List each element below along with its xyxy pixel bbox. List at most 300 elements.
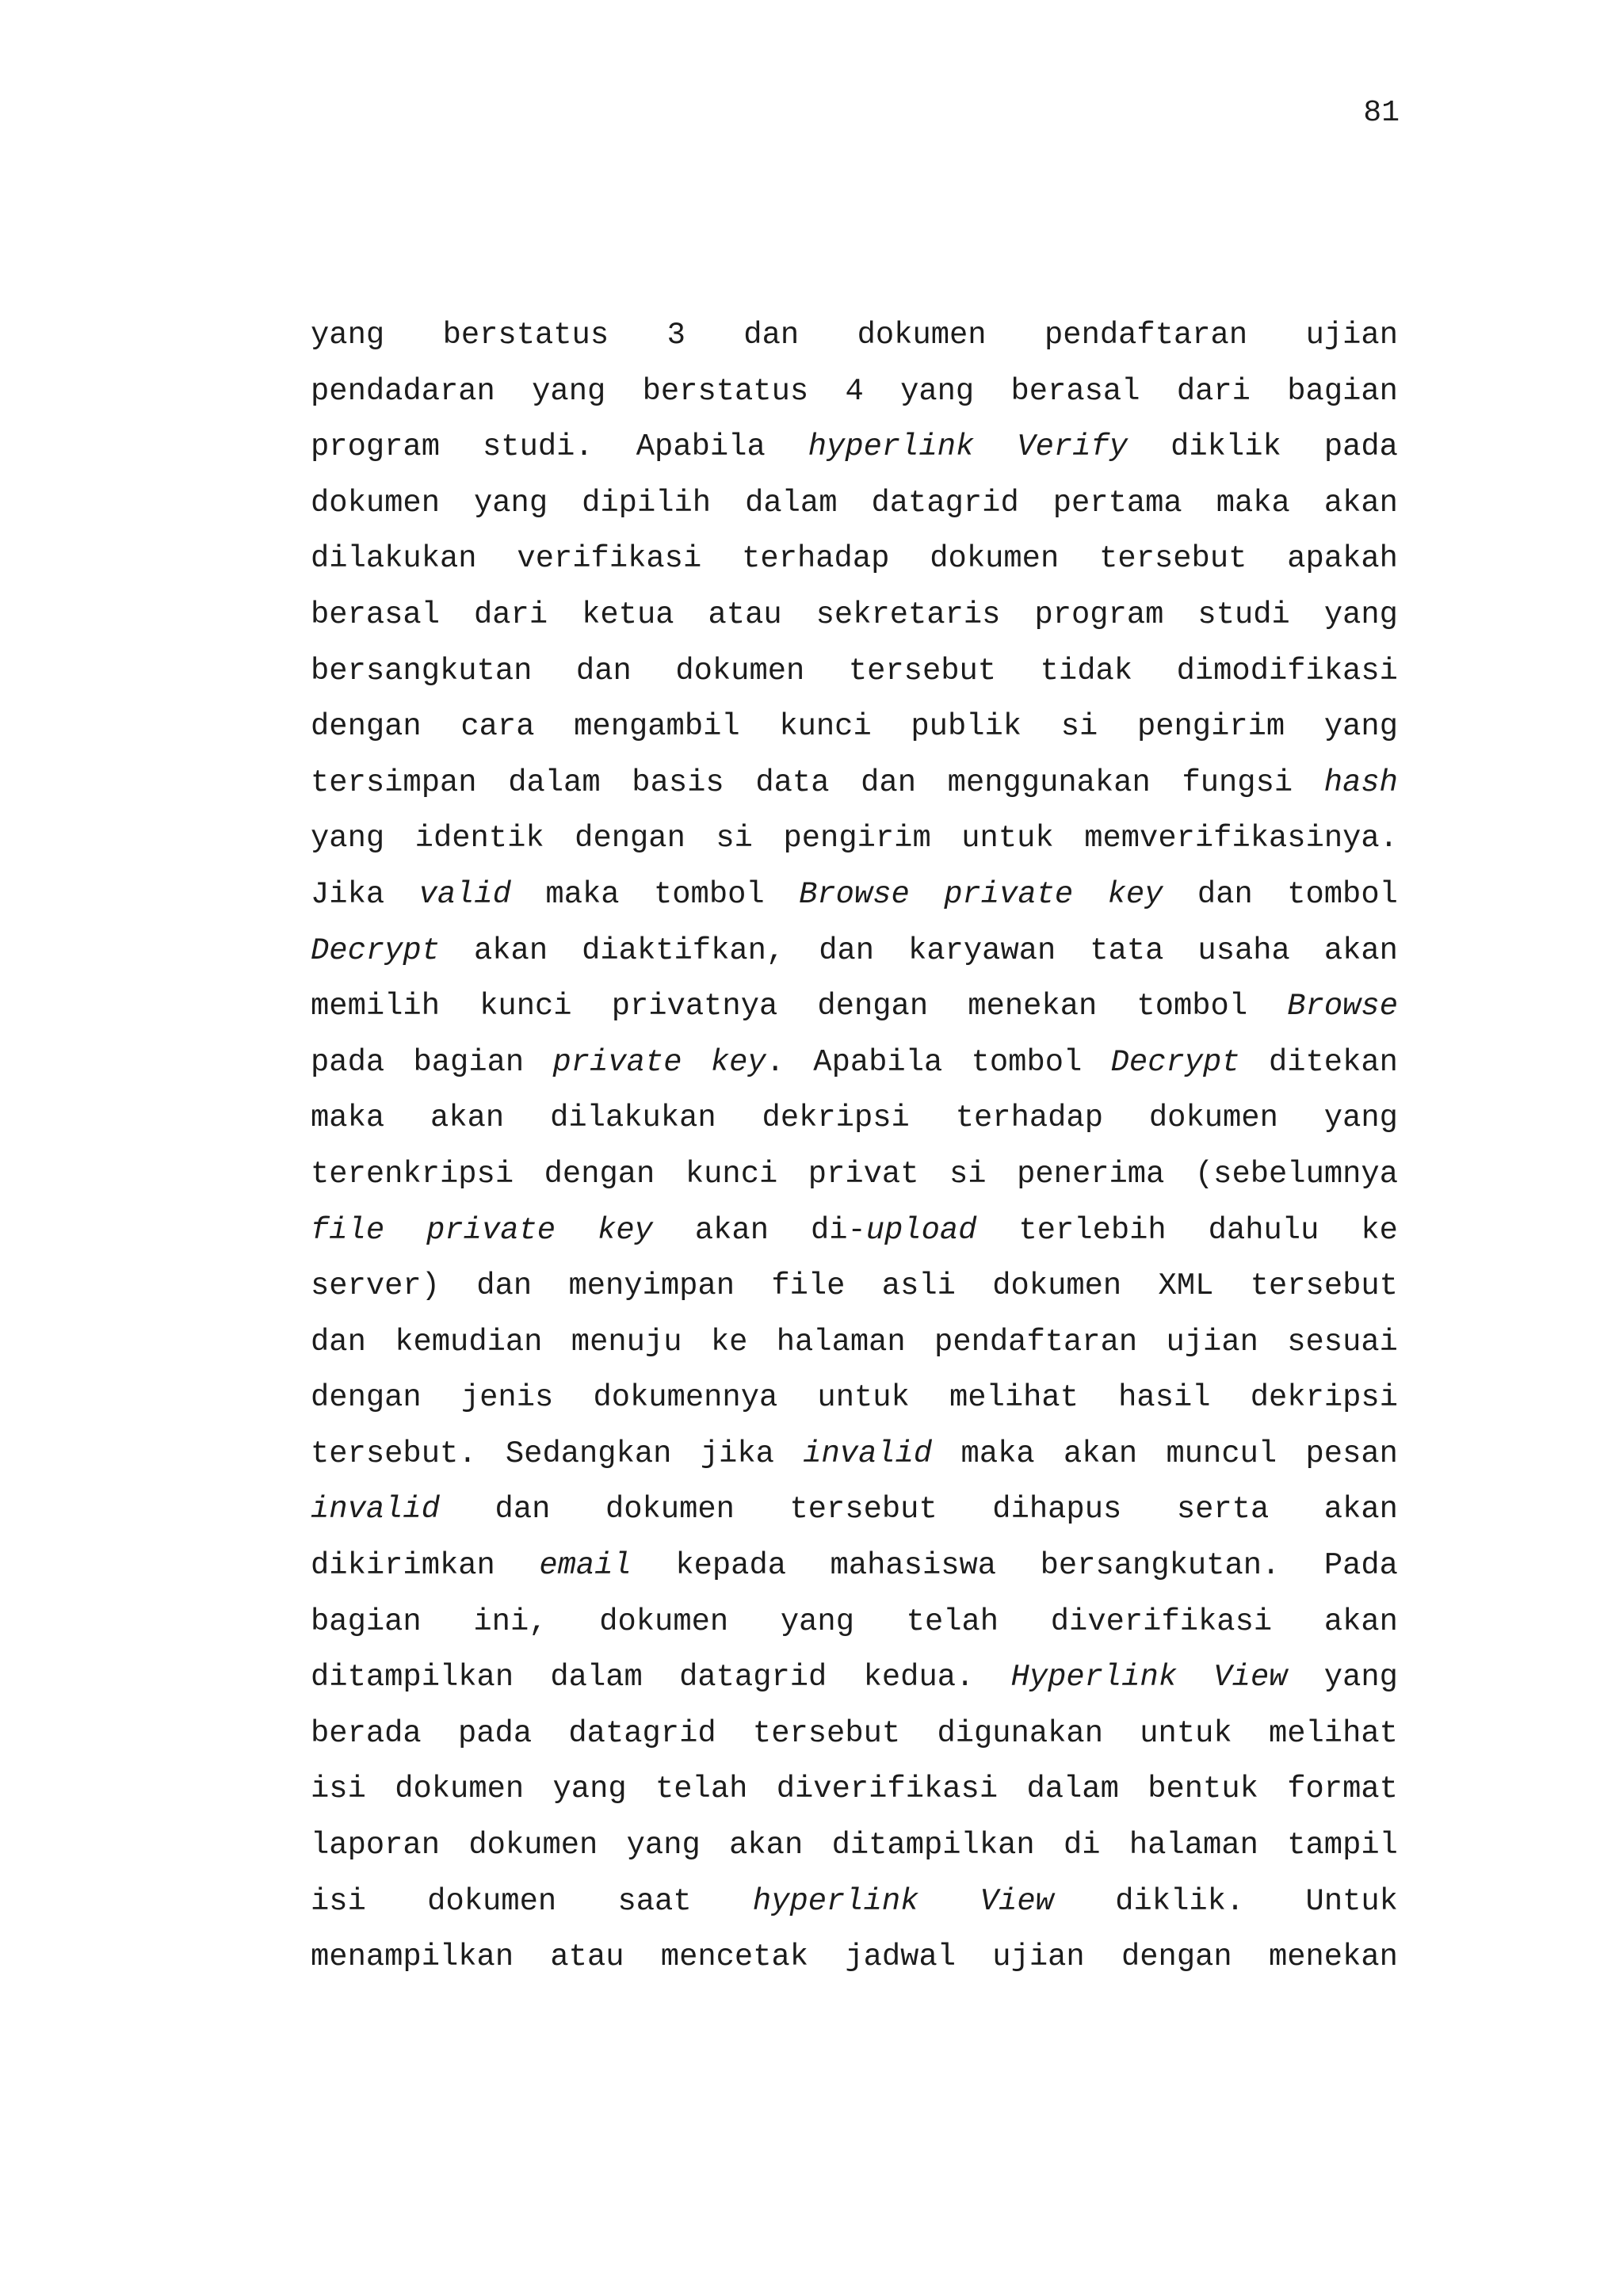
word-text: cara — [460, 709, 535, 745]
word-text: ujian — [1305, 318, 1398, 353]
word-text: yang — [311, 318, 385, 353]
word-text: pengirim — [783, 821, 931, 856]
text-word — [419, 867, 511, 923]
text-word — [1099, 531, 1247, 587]
text-word — [1148, 1761, 1258, 1817]
text-word — [667, 307, 685, 364]
text-word — [980, 1874, 1054, 1930]
word-text: bagian — [413, 1044, 525, 1080]
text-word — [1287, 1761, 1398, 1817]
text-word — [612, 978, 778, 1035]
text-word — [311, 531, 477, 587]
text-word — [1111, 1035, 1240, 1091]
text-word — [1287, 978, 1398, 1035]
word-text: fungsi — [1182, 765, 1293, 800]
text-line — [311, 1314, 1398, 1371]
word-text: studi. — [483, 429, 594, 465]
text-word — [779, 699, 871, 755]
word-text: kunci — [779, 709, 872, 745]
word-text: maka — [545, 876, 620, 912]
text-word — [701, 1426, 774, 1482]
text-word — [1324, 699, 1398, 755]
text-word — [643, 364, 809, 420]
text-word — [956, 1090, 1103, 1146]
italic-term: View — [980, 1883, 1054, 1919]
text-word — [1170, 419, 1281, 475]
text-word — [568, 1706, 716, 1762]
text-word — [907, 1594, 999, 1650]
text-word — [845, 364, 863, 420]
word-text: yang — [1323, 1100, 1398, 1136]
word-text: dalam — [745, 485, 838, 521]
text-word — [532, 364, 605, 420]
word-text: diklik. — [1115, 1883, 1245, 1919]
text-word — [311, 1370, 422, 1426]
text-word — [771, 1258, 845, 1314]
word-text: ini, — [473, 1604, 548, 1639]
text-word — [1177, 1482, 1269, 1538]
text-word — [311, 1761, 366, 1817]
text-word — [1064, 1426, 1137, 1482]
text-line — [311, 1258, 1398, 1314]
text-word — [598, 1203, 653, 1259]
text-line — [311, 1370, 1398, 1426]
text-word — [550, 1929, 624, 1985]
text-word — [1324, 1594, 1398, 1650]
italic-term: Hyperlink — [1010, 1660, 1178, 1695]
word-text: basis — [632, 765, 724, 800]
word-text: program — [311, 429, 440, 465]
word-text: dokumen — [605, 1492, 735, 1527]
text-word — [1216, 475, 1290, 532]
word-text: berasal — [311, 597, 440, 632]
word-text: dipilih — [582, 485, 712, 521]
text-word — [458, 1706, 532, 1762]
text-word — [817, 1370, 909, 1426]
text-word — [311, 643, 532, 700]
text-word — [483, 419, 594, 475]
word-text: kunci — [479, 989, 572, 1024]
text-word — [474, 587, 548, 643]
text-word — [675, 643, 804, 700]
word-text: tersebut — [752, 1715, 901, 1751]
word-text: di — [1064, 1828, 1101, 1863]
word-text: tata — [1090, 933, 1164, 968]
text-line — [311, 643, 1398, 700]
word-text: akan — [694, 1212, 769, 1248]
text-word — [937, 1706, 1103, 1762]
text-word — [1324, 1482, 1398, 1538]
text-word — [832, 1817, 1035, 1874]
text-word — [553, 1035, 682, 1091]
word-text: tombol — [653, 876, 765, 912]
text-word — [789, 1482, 937, 1538]
word-text: yang — [532, 373, 606, 409]
word-text: dengan — [311, 709, 422, 745]
word-text: mahasiswa — [830, 1548, 997, 1584]
text-word — [311, 1650, 514, 1706]
word-text: dilakukan — [311, 541, 477, 577]
text-line — [311, 978, 1398, 1035]
text-word — [661, 1929, 808, 1985]
text-word — [311, 1090, 384, 1146]
word-text: tersimpan — [311, 765, 477, 800]
text-word — [1197, 867, 1253, 923]
text-word — [1306, 307, 1398, 364]
word-text: tombol — [1136, 989, 1248, 1024]
word-text: privatnya — [611, 989, 778, 1024]
word-text: Untuk — [1305, 1883, 1398, 1919]
text-word — [544, 1146, 655, 1203]
text-line — [311, 1817, 1398, 1874]
word-text: dimodifikasi — [1176, 653, 1398, 688]
text-word — [539, 1538, 631, 1594]
text-line — [311, 1482, 1398, 1538]
word-text: kemudian — [395, 1324, 543, 1360]
word-text: tersebut — [848, 653, 997, 688]
text-word — [1197, 923, 1289, 979]
text-word — [1051, 1594, 1272, 1650]
word-text: dihapus — [992, 1492, 1122, 1527]
word-text: usaha — [1197, 933, 1290, 968]
text-word — [1269, 1035, 1398, 1091]
italic-term: file — [311, 1212, 385, 1248]
text-word — [617, 1874, 691, 1930]
text-word — [1182, 755, 1293, 811]
word-text: bersangkutan — [311, 653, 533, 688]
text-word — [783, 810, 930, 867]
text-line — [311, 1706, 1398, 1762]
text-word — [762, 1090, 910, 1146]
word-text: bentuk — [1148, 1772, 1258, 1807]
word-text: dokumen — [395, 1772, 525, 1807]
word-text: dokumen — [857, 318, 987, 353]
word-text: asli — [881, 1268, 956, 1304]
text-word — [636, 419, 766, 475]
text-word — [576, 643, 632, 700]
word-text: muncul — [1166, 1436, 1277, 1471]
word-text: pendadaran — [311, 373, 495, 409]
text-word — [430, 1090, 504, 1146]
word-text: 4 — [845, 373, 864, 409]
text-word — [1177, 643, 1398, 700]
word-text: memilih — [311, 989, 440, 1024]
text-word — [1306, 1874, 1398, 1930]
text-word — [861, 755, 916, 811]
word-text: telah — [906, 1604, 999, 1639]
word-text: pendaftaran — [934, 1324, 1138, 1360]
word-text: file — [771, 1268, 846, 1304]
word-text: tampil — [1287, 1828, 1398, 1863]
text-word — [1084, 810, 1398, 867]
word-text: berstatus — [642, 373, 809, 409]
word-text: Sedangkan — [505, 1436, 672, 1471]
text-word — [1017, 419, 1128, 475]
text-word — [460, 699, 534, 755]
word-text: dilakukan — [550, 1100, 716, 1136]
text-line — [311, 1761, 1398, 1817]
word-text: jenis — [460, 1380, 554, 1416]
text-word — [395, 1761, 524, 1817]
text-word — [1287, 1314, 1398, 1371]
word-text: si — [716, 821, 753, 856]
text-word — [753, 1874, 919, 1930]
text-word — [311, 364, 495, 420]
text-word — [755, 755, 829, 811]
word-text: dengan — [575, 821, 685, 856]
word-text: telah — [655, 1772, 748, 1807]
text-line — [311, 307, 1398, 364]
text-word — [871, 475, 1018, 532]
word-text: ditampilkan — [831, 1828, 1035, 1863]
word-text: publik — [911, 709, 1022, 745]
word-text: dengan — [1121, 1939, 1232, 1975]
word-text: dalam — [1026, 1772, 1119, 1807]
word-text: jika — [700, 1436, 774, 1471]
word-text: terlebih — [1018, 1212, 1167, 1248]
text-line — [311, 810, 1398, 867]
word-text: ditampilkan — [311, 1660, 514, 1695]
text-word — [729, 1817, 803, 1874]
text-word — [882, 1258, 956, 1314]
text-word — [711, 1314, 748, 1371]
word-text: sesuai — [1287, 1324, 1398, 1360]
word-text: kepada — [675, 1548, 787, 1584]
text-word — [961, 810, 1053, 867]
word-text: bagian — [311, 1604, 422, 1639]
text-word — [708, 587, 782, 643]
text-word — [949, 1146, 987, 1203]
text-word — [1137, 699, 1285, 755]
word-text: dokumen — [675, 653, 805, 688]
text-line — [311, 364, 1398, 420]
text-word — [777, 1761, 998, 1817]
word-text: memverifikasinya. — [1084, 821, 1398, 856]
text-word — [1044, 307, 1247, 364]
text-word — [968, 978, 1097, 1035]
text-word — [849, 643, 996, 700]
word-text: dokumennya — [593, 1380, 778, 1416]
word-text: mengambil — [574, 709, 740, 745]
text-word — [695, 1203, 769, 1259]
text-word — [574, 699, 740, 755]
word-text: dokumen — [468, 1828, 598, 1863]
word-text: dan — [819, 933, 875, 968]
text-word — [311, 307, 384, 364]
word-text: untuk — [1140, 1715, 1232, 1751]
text-word — [311, 1817, 440, 1874]
text-word — [1136, 978, 1247, 1035]
word-text: diaktifkan, — [582, 933, 785, 968]
text-word — [808, 1146, 919, 1203]
text-word — [1251, 1258, 1398, 1314]
word-text: akan — [1323, 1492, 1398, 1527]
italic-term: private — [944, 876, 1074, 912]
text-word — [949, 1370, 1079, 1426]
italic-term: Browse — [1287, 989, 1398, 1024]
word-text: saat — [617, 1883, 692, 1919]
text-word — [605, 1482, 735, 1538]
text-word — [1026, 1761, 1118, 1817]
text-word — [1251, 1370, 1398, 1426]
word-text: dari — [473, 597, 548, 632]
word-text: isi — [311, 1883, 366, 1919]
text-word — [632, 755, 724, 811]
text-word — [816, 587, 1001, 643]
text-word — [311, 755, 477, 811]
word-text: melihat — [949, 1380, 1079, 1416]
text-line — [311, 1874, 1398, 1930]
text-line — [311, 1929, 1398, 1985]
text-word — [311, 1538, 495, 1594]
word-text: akan — [1323, 485, 1398, 521]
text-word — [311, 1706, 422, 1762]
word-text: yang — [780, 1604, 854, 1639]
text-word — [575, 810, 685, 867]
word-text: bagian — [1287, 373, 1398, 409]
text-line — [311, 923, 1398, 979]
text-word — [311, 923, 440, 979]
text-word — [311, 419, 440, 475]
word-text: yang — [311, 821, 385, 856]
text-line — [311, 1594, 1398, 1650]
text-word — [1213, 1650, 1287, 1706]
word-text: yang — [1323, 597, 1398, 632]
word-text: akan — [1064, 1436, 1138, 1471]
word-text: 3 — [666, 318, 685, 353]
word-text: dengan — [311, 1380, 422, 1416]
text-word — [1166, 1426, 1277, 1482]
text-word — [934, 1314, 1137, 1371]
word-text: . — [766, 1044, 785, 1080]
text-word — [1041, 643, 1132, 700]
word-text: untuk — [817, 1380, 910, 1416]
word-text: kunci — [685, 1156, 778, 1192]
word-text: (sebelumnya — [1194, 1156, 1398, 1192]
text-word — [545, 867, 619, 923]
text-word — [992, 1929, 1084, 1985]
word-text: format — [1287, 1772, 1398, 1807]
word-text: ke — [710, 1324, 748, 1360]
text-line — [311, 1146, 1398, 1203]
text-word — [831, 1538, 997, 1594]
word-text: si — [1060, 709, 1098, 745]
word-text: pendaftaran — [1044, 318, 1248, 353]
text-word — [311, 978, 440, 1035]
word-text: dan — [575, 653, 632, 688]
text-line — [311, 867, 1398, 923]
text-word — [1195, 1146, 1398, 1203]
text-word — [1324, 1650, 1398, 1706]
word-text: jadwal — [845, 1939, 957, 1975]
text-word — [479, 978, 571, 1035]
italic-term: Decrypt — [1110, 1044, 1240, 1080]
text-word — [1140, 1706, 1232, 1762]
word-text: yang — [473, 485, 548, 521]
text-word — [627, 1817, 701, 1874]
word-text: ujian — [1166, 1324, 1258, 1360]
text-word — [426, 1203, 556, 1259]
text-line — [311, 1650, 1398, 1706]
word-text: dalam — [550, 1660, 643, 1695]
italic-term: key — [1107, 876, 1163, 912]
text-word — [1034, 587, 1163, 643]
text-word — [311, 810, 384, 867]
text-word — [675, 1538, 786, 1594]
text-word — [817, 978, 928, 1035]
word-text: di- — [810, 1212, 866, 1248]
word-text: yang — [900, 373, 975, 409]
word-text: bersangkutan. — [1040, 1548, 1281, 1584]
text-word — [808, 419, 975, 475]
text-word — [1017, 1146, 1164, 1203]
text-word — [1324, 1090, 1398, 1146]
text-word — [813, 1035, 942, 1091]
text-word — [743, 307, 799, 364]
text-word — [311, 1314, 366, 1371]
word-text: untuk — [961, 821, 1054, 856]
text-word — [1159, 1258, 1214, 1314]
text-word — [930, 531, 1059, 587]
word-text: XML — [1158, 1268, 1214, 1304]
word-text: karyawan — [908, 933, 1056, 968]
word-text: yang — [1323, 1660, 1398, 1695]
text-word — [1324, 923, 1398, 979]
word-text: tersebut — [789, 1492, 938, 1527]
text-word — [1149, 1090, 1278, 1146]
text-word — [1361, 1203, 1398, 1259]
word-text: Apabila — [636, 429, 766, 465]
text-word — [655, 1761, 747, 1817]
text-word — [1011, 1650, 1178, 1706]
word-text: apakah — [1287, 541, 1398, 577]
text-word — [711, 1035, 785, 1091]
text-word — [461, 1370, 553, 1426]
word-text: menampilkan — [311, 1939, 514, 1975]
text-word — [311, 1426, 477, 1482]
text-word — [593, 1370, 777, 1426]
text-word — [311, 1594, 422, 1650]
text-word — [1324, 419, 1398, 475]
text-word — [311, 699, 422, 755]
text-word — [1287, 531, 1398, 587]
word-text: isi — [311, 1772, 366, 1807]
word-text: dokumen — [599, 1604, 729, 1639]
text-word — [777, 1314, 906, 1371]
text-word — [1287, 364, 1398, 420]
word-text: halaman — [776, 1324, 906, 1360]
word-text: digunakan — [937, 1715, 1103, 1751]
text-word — [311, 1874, 366, 1930]
word-text: sekretaris — [815, 597, 1001, 632]
word-text: tersebut — [1099, 541, 1247, 577]
word-text: terhadap — [955, 1100, 1103, 1136]
word-text: dalam — [508, 765, 601, 800]
word-text: dekripsi — [1250, 1380, 1398, 1416]
text-word — [571, 1314, 682, 1371]
text-word — [311, 1482, 440, 1538]
text-word — [550, 1650, 642, 1706]
text-word — [568, 1258, 735, 1314]
word-text: dan — [311, 1324, 366, 1360]
word-text: halaman — [1128, 1828, 1258, 1863]
text-word — [1115, 1874, 1244, 1930]
word-text: identik — [414, 821, 544, 856]
word-text: server) — [311, 1268, 440, 1304]
text-word — [819, 923, 874, 979]
text-word — [474, 923, 548, 979]
text-word — [1121, 1929, 1232, 1985]
